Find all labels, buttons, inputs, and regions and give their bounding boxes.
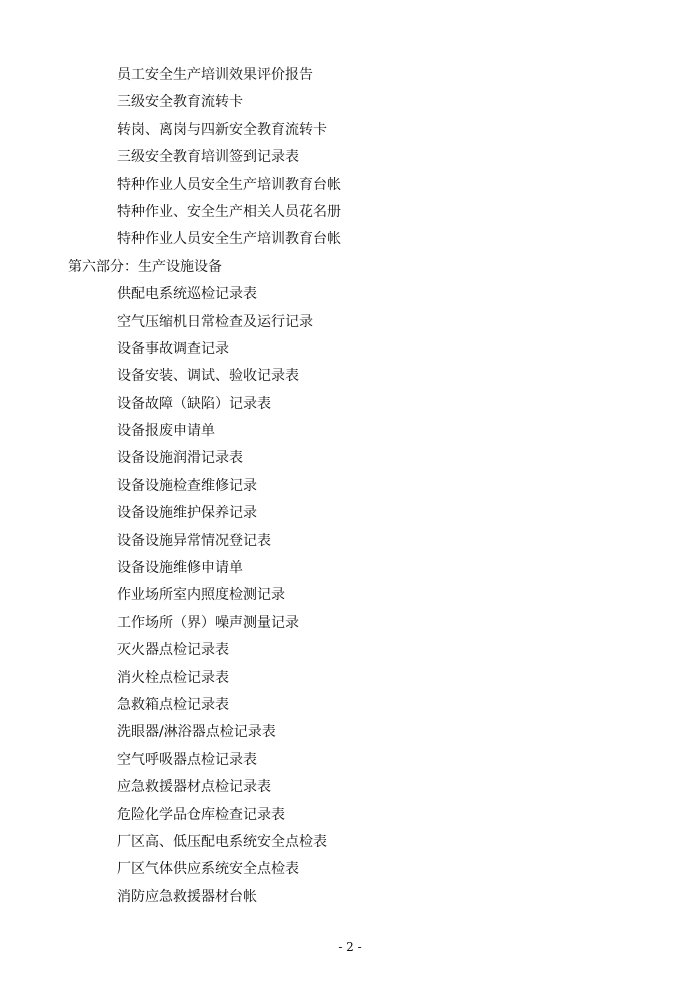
list-item: 设备事故调查记录 xyxy=(117,340,229,357)
list-item: 空气呼吸器点检记录表 xyxy=(117,751,257,768)
list-item: 厂区气体供应系统安全点检表 xyxy=(117,861,299,878)
list-item: 特种作业人员安全生产培训教育台帐 xyxy=(117,231,341,248)
list-item: 作业场所室内照度检测记录 xyxy=(117,587,285,604)
list-item: 设备故障（缺陷）记录表 xyxy=(117,395,271,412)
list-item: 设备设施维修申请单 xyxy=(117,560,243,577)
list-item: 洗眼器/淋浴器点检记录表 xyxy=(117,724,276,741)
list-item: 设备报废申请单 xyxy=(117,423,215,440)
list-item: 急救箱点检记录表 xyxy=(117,696,229,713)
list-item: 灭火器点检记录表 xyxy=(117,642,229,659)
list-item: 设备安装、调试、验收记录表 xyxy=(117,368,299,385)
list-item: 设备设施润滑记录表 xyxy=(117,450,243,467)
page-number: - 2 - xyxy=(338,940,362,954)
list-item: 消防应急救援器材台帐 xyxy=(117,888,257,905)
section-heading: 第六部分：生产设施设备 xyxy=(68,258,222,275)
list-item: 危险化学品仓库检查记录表 xyxy=(117,806,285,823)
list-item: 设备设施异常情况登记表 xyxy=(117,532,271,549)
list-item: 特种作业人员安全生产培训教育台帐 xyxy=(117,176,341,193)
list-item: 应急救援器材点检记录表 xyxy=(117,779,271,796)
list-item: 厂区高、低压配电系统安全点检表 xyxy=(117,833,327,850)
list-item: 消火栓点检记录表 xyxy=(117,669,229,686)
list-item: 三级安全教育培训签到记录表 xyxy=(117,149,299,166)
list-item: 设备设施检查维修记录 xyxy=(117,477,257,494)
list-item: 空气压缩机日常检查及运行记录 xyxy=(117,313,313,330)
list-item: 特种作业、安全生产相关人员花名册 xyxy=(117,203,341,220)
document-list xyxy=(0,62,700,911)
list-item: 三级安全教育流转卡 xyxy=(117,94,243,111)
list-item: 设备设施维护保养记录 xyxy=(117,505,257,522)
list-item: 供配电系统巡检记录表 xyxy=(117,286,257,303)
list-item: 工作场所（界）噪声测量记录 xyxy=(117,614,299,631)
list-item: 员工安全生产培训效果评价报告 xyxy=(117,67,313,83)
list-item: 转岗、离岗与四新安全教育流转卡 xyxy=(117,121,327,138)
